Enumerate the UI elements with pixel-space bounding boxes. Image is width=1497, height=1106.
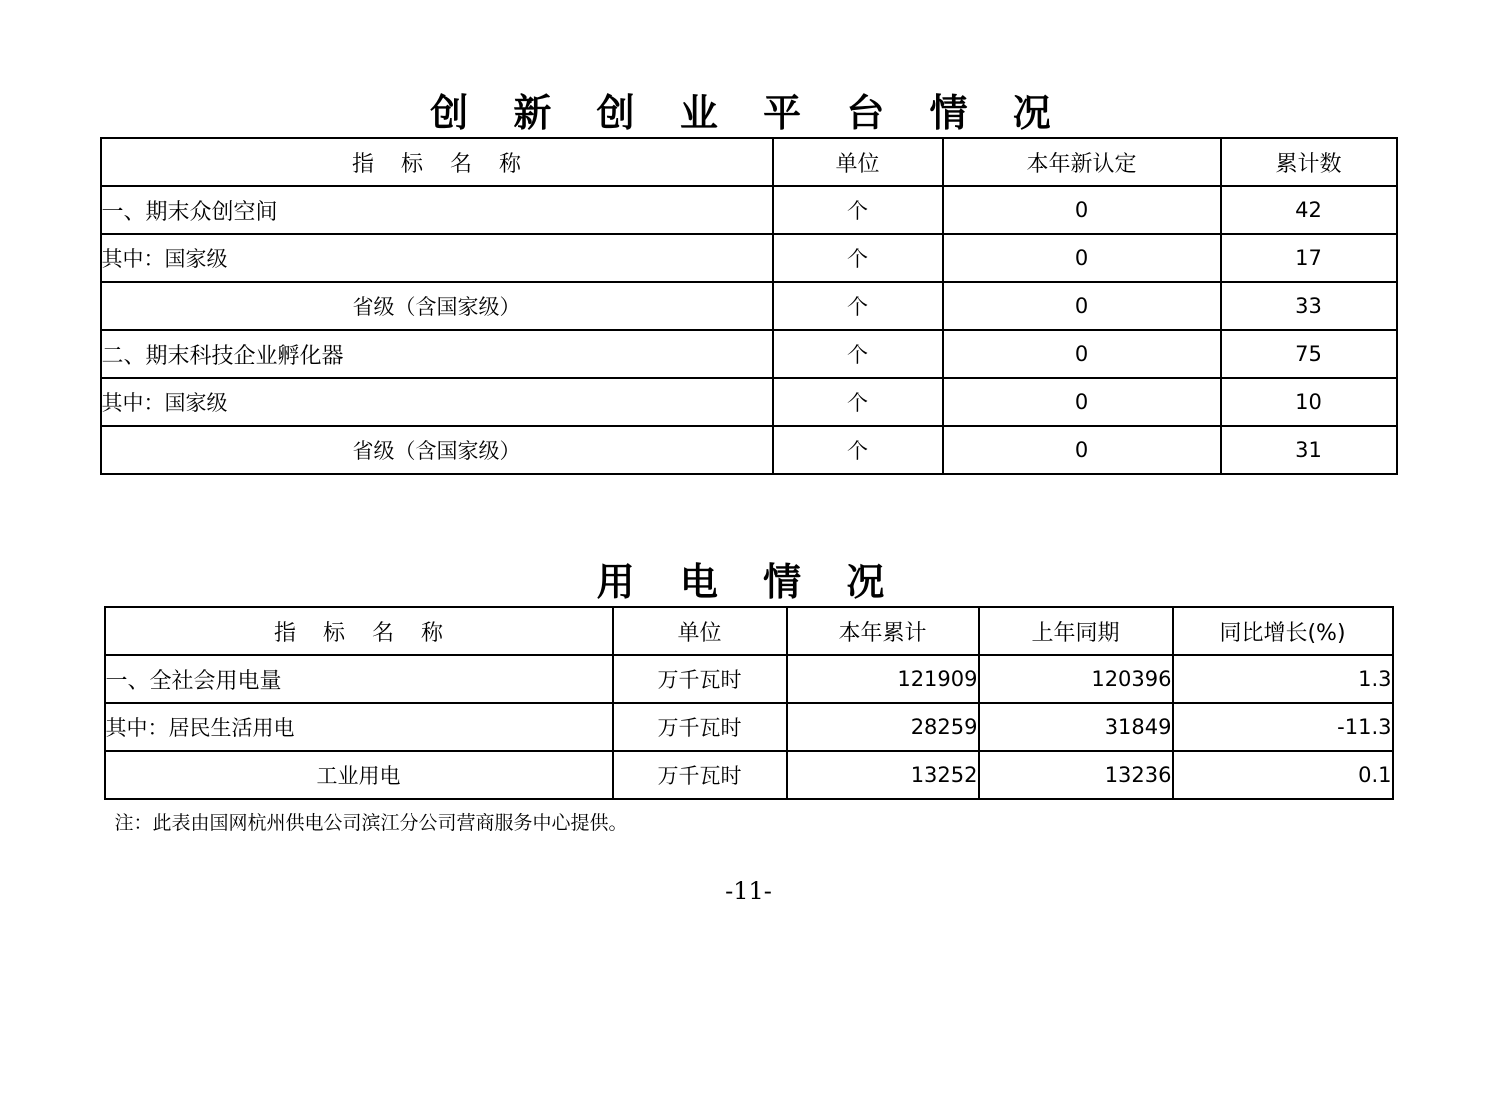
- row-cumulative: 75: [1221, 330, 1397, 378]
- row-label: 省级（含国家级）: [101, 282, 773, 330]
- row-label: 其中：国家级: [101, 378, 773, 426]
- column-header-last-year-same-period: 上年同期: [979, 607, 1173, 655]
- table-header-row: [105, 607, 1393, 655]
- row-unit: 个: [773, 378, 943, 426]
- section-title-innovation-platform: 创 新 创 业 平 台 情 况: [430, 91, 1067, 135]
- row-label: 二、期末科技企业孵化器: [101, 330, 773, 378]
- row-unit: 万千瓦时: [613, 751, 787, 799]
- table-row: [101, 282, 1397, 330]
- table-row: [101, 426, 1397, 474]
- row-cumulative: 17: [1221, 234, 1397, 282]
- row-cumulative: 42: [1221, 186, 1397, 234]
- row-growth: 0.1: [1173, 751, 1393, 799]
- row-new-this-year: 0: [943, 282, 1221, 330]
- row-last-year: 13236: [979, 751, 1173, 799]
- row-new-this-year: 0: [943, 234, 1221, 282]
- row-label: 省级（含国家级）: [101, 426, 773, 474]
- table-wrapper-innovation-platform: [0, 137, 1497, 475]
- row-unit: 个: [773, 330, 943, 378]
- column-header-this-year-total: 本年累计: [787, 607, 979, 655]
- row-new-this-year: 0: [943, 330, 1221, 378]
- column-header-yoy-growth: 同比增长(%): [1173, 607, 1393, 655]
- section-innovation-platform: [0, 82, 1497, 475]
- document-page: [0, 82, 1497, 1106]
- table-row: [101, 378, 1397, 426]
- row-last-year: 120396: [979, 655, 1173, 703]
- table-wrapper-electricity-usage: [0, 606, 1497, 800]
- table-note: 注：此表由国网杭州供电公司滨江分公司营商服务中心提供。: [114, 812, 628, 834]
- row-new-this-year: 0: [943, 378, 1221, 426]
- row-cumulative: 31: [1221, 426, 1397, 474]
- table-innovation-platform: [100, 137, 1398, 475]
- row-this-year: 28259: [787, 703, 979, 751]
- row-unit: 个: [773, 282, 943, 330]
- section-electricity-usage: [0, 551, 1497, 835]
- row-this-year: 121909: [787, 655, 979, 703]
- column-header-unit: 单位: [613, 607, 787, 655]
- section-title-electricity-usage: 用 电 情 况: [596, 560, 901, 604]
- page-number: -11-: [725, 877, 772, 905]
- row-cumulative: 10: [1221, 378, 1397, 426]
- table-row: [105, 655, 1393, 703]
- row-label: 其中：居民生活用电: [105, 703, 613, 751]
- row-label: 一、全社会用电量: [105, 655, 613, 703]
- row-label: 其中：国家级: [101, 234, 773, 282]
- row-label: 工业用电: [105, 751, 613, 799]
- row-new-this-year: 0: [943, 426, 1221, 474]
- table-row: [105, 703, 1393, 751]
- row-unit: 个: [773, 426, 943, 474]
- row-cumulative: 33: [1221, 282, 1397, 330]
- table-row: [105, 751, 1393, 799]
- row-growth: 1.3: [1173, 655, 1393, 703]
- row-growth: -11.3: [1173, 703, 1393, 751]
- table-row: [101, 186, 1397, 234]
- table-electricity-usage: [104, 606, 1394, 800]
- column-header-cumulative: 累计数: [1221, 138, 1397, 186]
- column-header-indicator: 指 标 名 称: [105, 607, 613, 655]
- table-row: [101, 330, 1397, 378]
- table-header-row: [101, 138, 1397, 186]
- row-last-year: 31849: [979, 703, 1173, 751]
- column-header-unit: 单位: [773, 138, 943, 186]
- column-header-new-this-year: 本年新认定: [943, 138, 1221, 186]
- row-new-this-year: 0: [943, 186, 1221, 234]
- table-row: [101, 234, 1397, 282]
- column-header-indicator: 指 标 名 称: [101, 138, 773, 186]
- row-unit: 万千瓦时: [613, 655, 787, 703]
- row-unit: 个: [773, 234, 943, 282]
- row-this-year: 13252: [787, 751, 979, 799]
- row-unit: 万千瓦时: [613, 703, 787, 751]
- row-unit: 个: [773, 186, 943, 234]
- row-label: 一、期末众创空间: [101, 186, 773, 234]
